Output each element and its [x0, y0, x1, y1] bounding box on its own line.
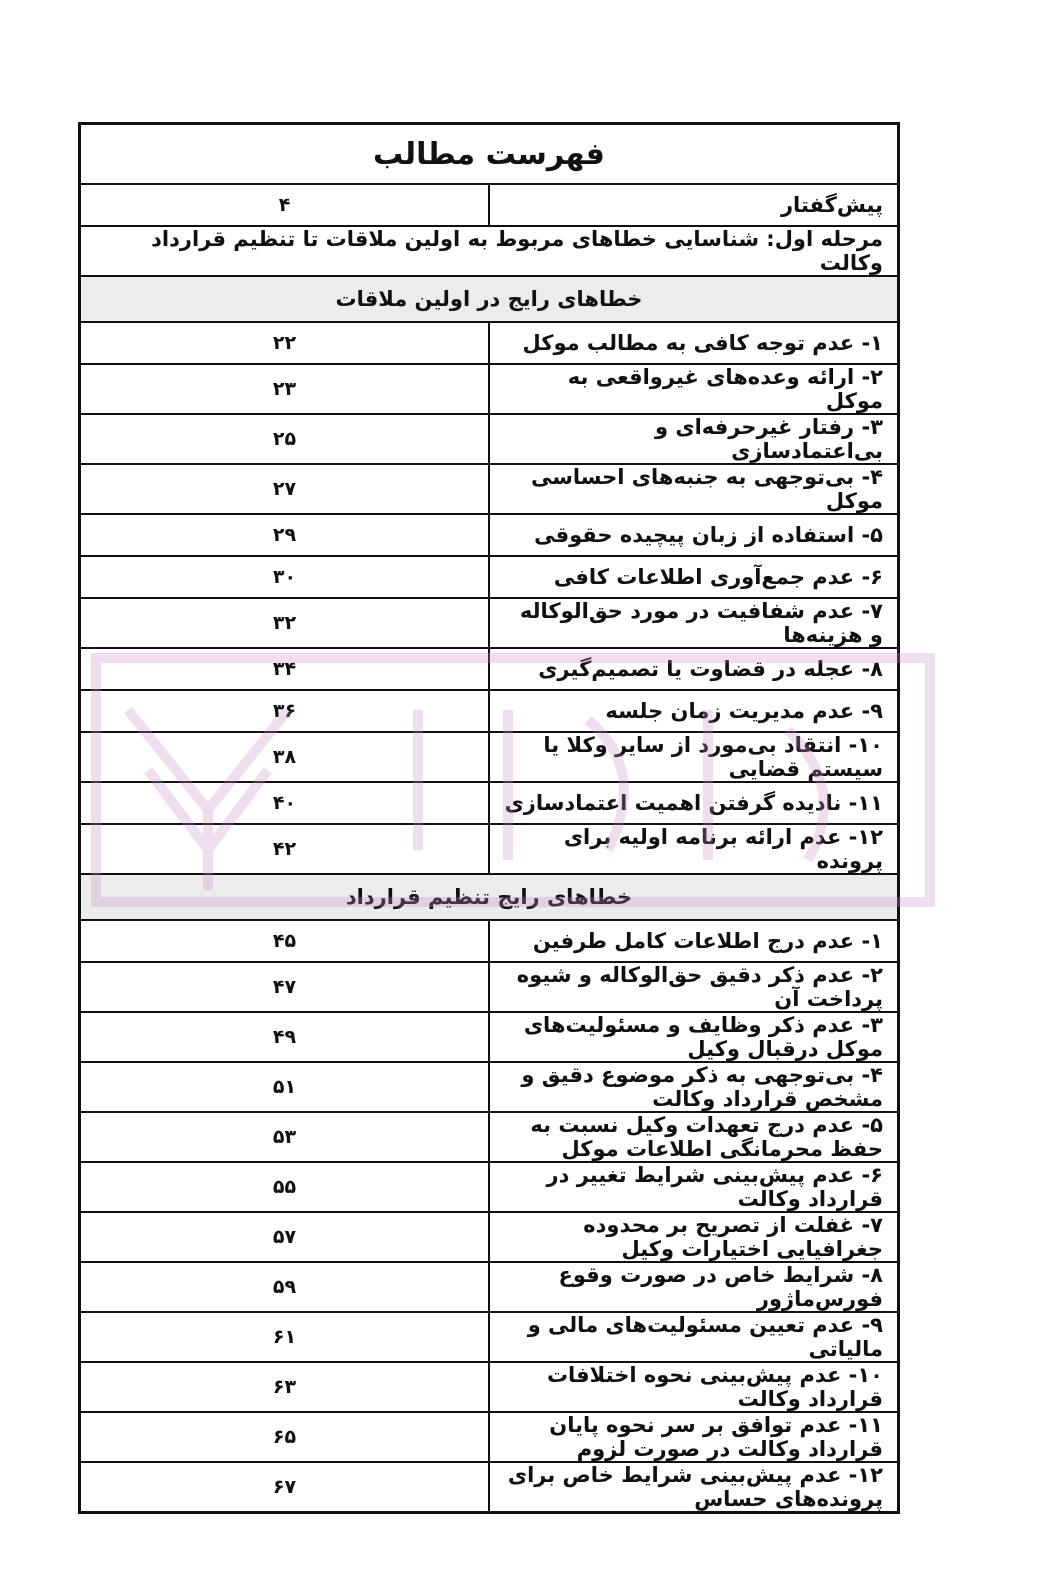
toc-row — [80, 920, 899, 962]
toc-entry-page: ۳۰ — [80, 556, 490, 598]
toc-row — [80, 1312, 899, 1362]
section-heading-contract: خطاهای رایج تنظیم قرارداد — [80, 874, 899, 920]
toc-entry-label: ۱- عدم درج اطلاعات کامل طرفین — [489, 920, 899, 962]
toc-entry-page: ۵۷ — [80, 1212, 490, 1262]
toc-row — [80, 1362, 899, 1412]
toc-entry-label: ۱- عدم توجه کافی به مطالب موکل — [489, 322, 899, 364]
toc-entry-label: ۶- عدم جمع‌آوری اطلاعات کافی — [489, 556, 899, 598]
toc-row — [80, 824, 899, 874]
toc-row — [80, 648, 899, 690]
toc-entry-label: ۶- عدم پیش‌بینی شرایط تغییر در قرارداد وکالت — [489, 1162, 899, 1212]
toc-entry-page: ۳۴ — [80, 648, 490, 690]
toc-entry-label: ۱۱- نادیده گرفتن اهمیت اعتمادسازی — [489, 782, 899, 824]
toc-page — [78, 122, 900, 1514]
toc-entry-label: ۴- بی‌توجهی به جنبه‌های احساسی موکل — [489, 464, 899, 514]
toc-entry-page: ۲۷ — [80, 464, 490, 514]
toc-row — [80, 1162, 899, 1212]
toc-entry-label: ۷- غفلت از تصریح بر محدوده جغرافیایی اختیارات وکیل — [489, 1212, 899, 1262]
toc-row — [80, 1412, 899, 1462]
toc-row — [80, 732, 899, 782]
toc-entry-page: ۳۶ — [80, 690, 490, 732]
toc-entry-label: ۱۲- عدم ارائه برنامه اولیه برای پرونده — [489, 824, 899, 874]
toc-row — [80, 1112, 899, 1162]
toc-entry-label: ۱۰- انتقاد بی‌مورد از سایر وکلا یا سیستم قضایی — [489, 732, 899, 782]
section-heading-first-meeting: خطاهای رایج در اولین ملاقات — [80, 276, 899, 322]
toc-row — [80, 364, 899, 414]
stage-heading: مرحله اول: شناسایی خطاهای مربوط به اولین ملاقات تا تنظیم قرارداد وکالت — [80, 226, 899, 276]
toc-row — [80, 1062, 899, 1112]
toc-entry-page: ۲۹ — [80, 514, 490, 556]
toc-entry-label: ۷- عدم شفافیت در مورد حق‌الوکاله و هزینه‌ها — [489, 598, 899, 648]
toc-entry-page: ۵۹ — [80, 1262, 490, 1312]
toc-row — [80, 464, 899, 514]
toc-table — [78, 122, 900, 1514]
toc-row — [80, 962, 899, 1012]
toc-entry-page: ۴۰ — [80, 782, 490, 824]
toc-entry-page: ۶۷ — [80, 1462, 490, 1513]
toc-row — [80, 556, 899, 598]
toc-row — [80, 598, 899, 648]
toc-entry-label: ۲- عدم ذکر دقیق حق‌الوکاله و شیوه پرداخت آن — [489, 962, 899, 1012]
toc-entry-page: ۳۲ — [80, 598, 490, 648]
toc-entry-page: ۴۹ — [80, 1012, 490, 1062]
toc-entry-label: ۱۰- عدم پیش‌بینی نحوه اختلافات قرارداد وکالت — [489, 1362, 899, 1412]
toc-entry-label: ۳- رفتار غیرحرفه‌ای و بی‌اعتمادسازی — [489, 414, 899, 464]
toc-row — [80, 322, 899, 364]
toc-entry-label: ۸- عجله در قضاوت یا تصمیم‌گیری — [489, 648, 899, 690]
toc-entry-label: ۹- عدم تعیین مسئولیت‌های مالی و مالیاتی — [489, 1312, 899, 1362]
toc-entry-label: ۳- عدم ذکر وظایف و مسئولیت‌های موکل درقبال وکیل — [489, 1012, 899, 1062]
toc-title: فهرست مطالب — [80, 124, 899, 185]
toc-entry-page: ۳۸ — [80, 732, 490, 782]
toc-entry-label: ۱۲- عدم پیش‌بینی شرایط خاص برای پرونده‌های حساس — [489, 1462, 899, 1513]
toc-entry-page: ۵۳ — [80, 1112, 490, 1162]
toc-entry-label: ۵- استفاده از زبان پیچیده حقوقی — [489, 514, 899, 556]
toc-entry-page: ۶۵ — [80, 1412, 490, 1462]
toc-entry-page: ۲۳ — [80, 364, 490, 414]
toc-entry-label: ۹- عدم مدیریت زمان جلسه — [489, 690, 899, 732]
toc-entry-page: ۲۵ — [80, 414, 490, 464]
toc-entry-page: ۵۱ — [80, 1062, 490, 1112]
toc-entry-page: ۲۲ — [80, 322, 490, 364]
toc-entry-label: ۴- بی‌توجهی به ذکر موضوع دقیق و مشخص قرارداد وکالت — [489, 1062, 899, 1112]
toc-entry-page: ۴۲ — [80, 824, 490, 874]
toc-entry-label: ۵- عدم درج تعهدات وکیل نسبت به حفظ محرمانگی اطلاعات موکل — [489, 1112, 899, 1162]
toc-row — [80, 414, 899, 464]
toc-entry-label: ۲- ارائه وعده‌های غیرواقعی به موکل — [489, 364, 899, 414]
toc-entry-label: ۸- شرایط خاص در صورت وقوع فورس‌ماژور — [489, 1262, 899, 1312]
toc-row — [80, 1462, 899, 1513]
toc-row — [80, 1212, 899, 1262]
toc-row-preface — [80, 184, 899, 226]
toc-entry-page: ۶۳ — [80, 1362, 490, 1412]
preface-label: پیش‌گفتار — [489, 184, 899, 226]
preface-page: ۴ — [80, 184, 490, 226]
toc-row — [80, 1262, 899, 1312]
toc-entry-label: ۱۱- عدم توافق بر سر نحوه پایان قرارداد وکالت در صورت لزوم — [489, 1412, 899, 1462]
toc-row — [80, 1012, 899, 1062]
toc-entry-page: ۴۵ — [80, 920, 490, 962]
toc-entry-page: ۴۷ — [80, 962, 490, 1012]
toc-entry-page: ۶۱ — [80, 1312, 490, 1362]
toc-entry-page: ۵۵ — [80, 1162, 490, 1212]
toc-row — [80, 514, 899, 556]
toc-row — [80, 690, 899, 732]
toc-row — [80, 782, 899, 824]
